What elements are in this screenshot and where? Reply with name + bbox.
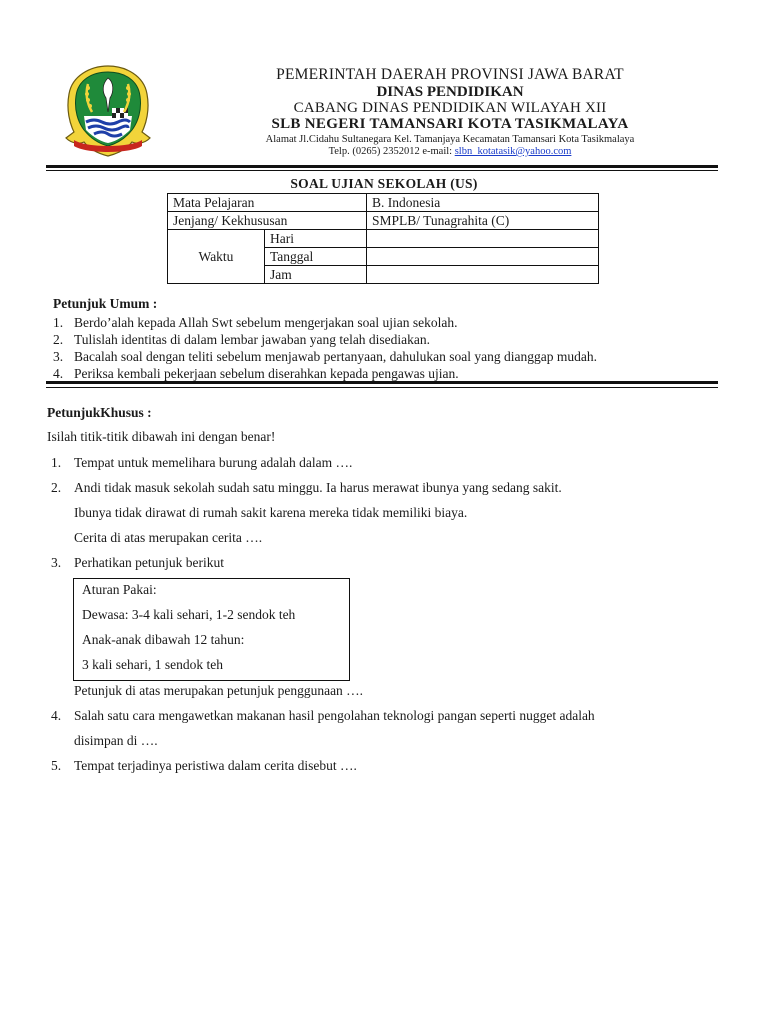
time-label: Waktu bbox=[168, 230, 265, 284]
list-item-number: 3. bbox=[53, 349, 64, 364]
question-4-line-2: disimpan di …. bbox=[74, 733, 158, 748]
question-number: 4. bbox=[51, 708, 62, 723]
table-row bbox=[168, 194, 599, 212]
date-value bbox=[367, 248, 599, 266]
question-1: Tempat untuk memelihara burung adalah dalam …. bbox=[74, 455, 353, 470]
special-intro: Isilah titik-titik dibawah ini dengan benar! bbox=[47, 429, 276, 444]
table-row bbox=[168, 212, 599, 230]
header-government: PEMERINTAH DAERAH PROVINSI JAWA BARAT bbox=[276, 66, 624, 83]
question-number: 2. bbox=[51, 480, 62, 495]
header-address: Alamat Jl.Cidahu Sultanegara Kel. Tamanjaya Kecamatan Tamansari Kota Tasikmalaya bbox=[265, 134, 635, 145]
box-line: 3 kali sehari, 1 sendok teh bbox=[82, 657, 223, 672]
question-5: Tempat terjadinya peristiwa dalam cerita disebut …. bbox=[74, 758, 357, 773]
hour-value bbox=[367, 266, 599, 284]
west-java-emblem-icon bbox=[64, 64, 152, 158]
subject-label: Mata Pelajaran bbox=[168, 194, 367, 212]
question-2-line-1: Andi tidak masuk sekolah sudah satu minggu. Ia harus merawat ibunya yang sedang sakit. bbox=[74, 480, 562, 495]
section-divider-thick bbox=[46, 381, 718, 384]
question-2-line-2: Ibunya tidak dirawat di rumah sakit karena mereka tidak memiliki biaya. bbox=[74, 505, 468, 520]
table-row bbox=[168, 230, 599, 248]
question-number: 5. bbox=[51, 758, 62, 773]
question-number: 1. bbox=[51, 455, 62, 470]
subject-value: B. Indonesia bbox=[367, 194, 599, 212]
question-3: Perhatikan petunjuk berikut bbox=[74, 555, 224, 570]
list-item: Periksa kembali pekerjaan sebelum diserahkan kepada pengawas ujian. bbox=[74, 366, 459, 381]
date-label: Tanggal bbox=[264, 248, 366, 266]
level-label: Jenjang/ Kekhususan bbox=[168, 212, 367, 230]
header-branch: CABANG DINAS PENDIDIKAN WILAYAH XII bbox=[293, 100, 607, 116]
header-school: SLB NEGERI TAMANSARI KOTA TASIKMALAYA bbox=[271, 116, 629, 132]
list-item-number: 4. bbox=[53, 366, 64, 381]
question-4-line-1: Salah satu cara mengawetkan makanan hasil pengolahan teknologi pangan seperti nugget adalah bbox=[74, 708, 595, 723]
usage-instructions-box bbox=[73, 578, 350, 681]
question-number: 3. bbox=[51, 555, 62, 570]
header-office: DINAS PENDIDIKAN bbox=[376, 84, 524, 100]
list-item: Bacalah soal dengan teliti sebelum menjawab pertanyaan, dahulukan soal yang dianggap mudah. bbox=[74, 349, 597, 364]
header-contact bbox=[150, 146, 750, 157]
list-item: Berdo’alah kepada Allah Swt sebelum mengerjakan soal ujian sekolah. bbox=[74, 315, 458, 330]
question-3-after: Petunjuk di atas merupakan petunjuk penggunaan …. bbox=[74, 683, 364, 698]
box-line: Dewasa: 3-4 kali sehari, 1-2 sendok teh bbox=[82, 607, 296, 622]
header-divider-thick bbox=[46, 165, 718, 168]
special-instructions-heading: PetunjukKhusus : bbox=[47, 405, 152, 420]
day-label: Hari bbox=[264, 230, 366, 248]
question-2-line-3: Cerita di atas merupakan cerita …. bbox=[74, 530, 263, 545]
list-item-number: 2. bbox=[53, 332, 64, 347]
header-divider-thin bbox=[46, 170, 718, 171]
box-line: Aturan Pakai: bbox=[82, 582, 157, 597]
exam-info-table bbox=[167, 193, 599, 284]
hour-label: Jam bbox=[264, 266, 366, 284]
exam-title: SOAL UJIAN SEKOLAH (US) bbox=[290, 176, 478, 191]
section-divider-thin bbox=[46, 387, 718, 388]
list-item: Tulislah identitas di dalam lembar jawaban yang telah disediakan. bbox=[74, 332, 431, 347]
general-instructions-heading: Petunjuk Umum : bbox=[53, 296, 158, 311]
header-email-link[interactable]: slbn_kotatasik@yahoo.com bbox=[454, 146, 572, 157]
box-line: Anak-anak dibawah 12 tahun: bbox=[82, 632, 245, 647]
level-value: SMPLB/ Tunagrahita (C) bbox=[367, 212, 599, 230]
header-phone: Telp. (0265) 2352012 e-mail: bbox=[328, 146, 455, 157]
day-value bbox=[367, 230, 599, 248]
list-item-number: 1. bbox=[53, 315, 64, 330]
